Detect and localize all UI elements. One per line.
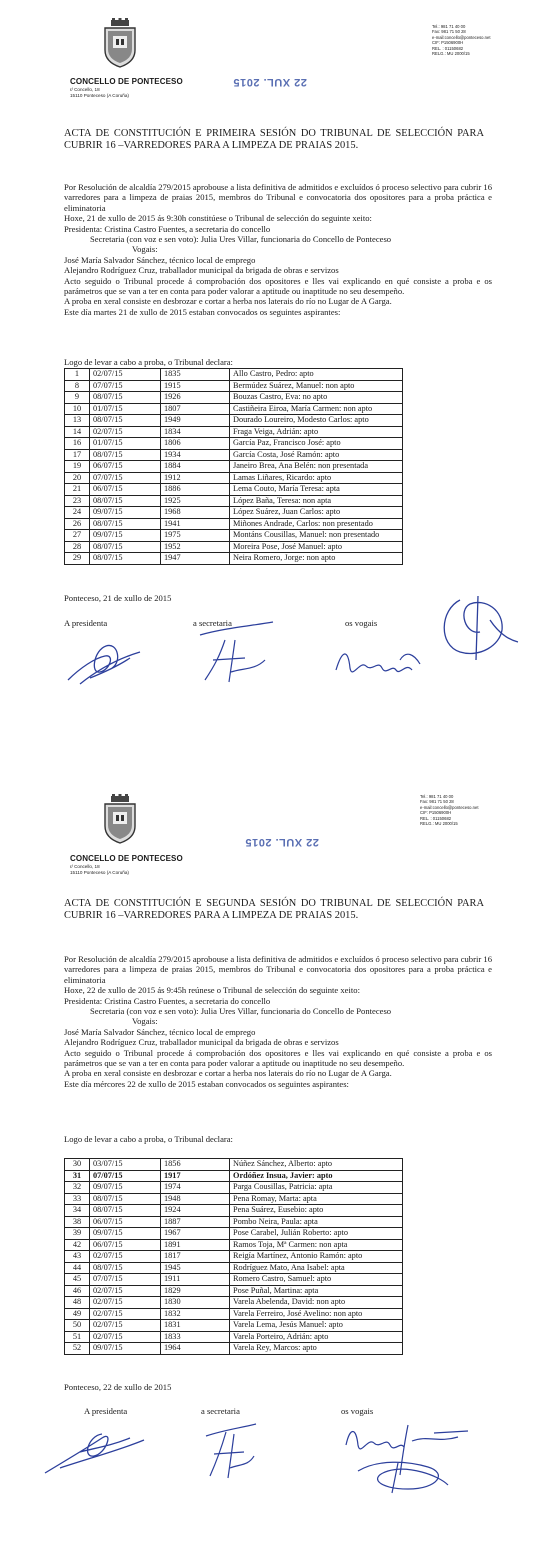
row-code: 1884 xyxy=(161,461,230,473)
row-number: 31 xyxy=(65,1170,90,1182)
row-code: 1830 xyxy=(161,1297,230,1309)
row-number: 23 xyxy=(65,495,90,507)
row-date: 02/07/15 xyxy=(90,1331,161,1343)
row-result: Lamas Liñares, Ricardo: apto xyxy=(230,472,403,484)
row-date: 08/07/15 xyxy=(90,392,161,404)
organization-name: CONCELLO DE PONTECESO xyxy=(70,854,183,863)
row-result: Pose Carabel, Julián Roberto: apto xyxy=(230,1228,403,1240)
row-code: 1915 xyxy=(161,380,230,392)
row-result: López Suárez, Juan Carlos: apto xyxy=(230,507,403,519)
row-date: 09/07/15 xyxy=(90,530,161,542)
row-result: Varela Porteiro, Adrián: apto xyxy=(230,1331,403,1343)
row-code: 1912 xyxy=(161,472,230,484)
row-date: 08/07/15 xyxy=(90,518,161,530)
row-code: 1945 xyxy=(161,1262,230,1274)
table-row xyxy=(65,392,403,404)
row-result: Moreira Pose, José Manuel: apto xyxy=(230,541,403,553)
row-date: 07/07/15 xyxy=(90,472,161,484)
row-date: 07/07/15 xyxy=(90,1274,161,1286)
sig-label-secretary: a secretaria xyxy=(201,1406,240,1416)
row-number: 26 xyxy=(65,518,90,530)
row-code: 1887 xyxy=(161,1216,230,1228)
table-row xyxy=(65,1193,403,1205)
row-date: 02/07/15 xyxy=(90,1320,161,1332)
document-body: Por Resolución de alcaldía 279/2015 aprobouse a lista definitiva de admitidos e excluídos ó proceso selectivo para cubrir 16 varredores para a limpeza de praias 2015, membros do Tribunal e convocatoria dos opositores para a proba práctica e eliminatoria Hoxe, 21 de xullo de 2015 ás 9:30h constitúese o Tribunal de selección do seguinte xeito: Presidenta: Cristina Castro Fuentes, a secretaria do concello Secretaria (con voz e sen voto): Julia Ures Villar, funcionaria do Concello de Ponteceso Vogais: José María Salvador Sánchez, técnico local de emprego Alejandro Rodríguez Cruz, traballador municipal da brigada de obras e servizos Acto seguido o Tribunal procede á comprobación dos opositores e lles vai explicando en qué consiste a proba e os parámetros que se van a ter en conta para poder valorar a aptitude ou inaptitude no seu desempeño. A proba en xeral consiste en desbrozar e cortar a herba nos laterais do río no Lugar de A Garga. Este día martes 21 de xullo de 2015 estaban convocados os seguintes aspirantes: xyxy=(64,182,492,317)
row-date: 02/07/15 xyxy=(90,1308,161,1320)
row-number: 13 xyxy=(65,415,90,427)
row-result: Neira Romero, Jorge: non apto xyxy=(230,553,403,565)
row-number: 43 xyxy=(65,1251,90,1263)
row-date: 07/07/15 xyxy=(90,380,161,392)
row-code: 1975 xyxy=(161,530,230,542)
row-number: 8 xyxy=(65,380,90,392)
document-page-2 xyxy=(0,770,546,1552)
registry-stamp: 22 XUL. 2015 xyxy=(233,76,307,88)
row-result: Varela Ferreiro, José Avelino: non apto xyxy=(230,1308,403,1320)
row-code: 1947 xyxy=(161,553,230,565)
row-date: 01/07/15 xyxy=(90,438,161,450)
row-code: 1964 xyxy=(161,1343,230,1355)
contact-info: Tel.: 981 71 40 00 Fax: 981 71 50 28 e-mail:concello@ponteceso.net CIF: P1506900H REL. : 01150682 RELG.: MU 2000/15 xyxy=(420,794,479,827)
row-result: Lema Couto, María Teresa: apta xyxy=(230,484,403,496)
table-row xyxy=(65,1205,403,1217)
table-row xyxy=(65,461,403,473)
row-number: 10 xyxy=(65,403,90,415)
sig-label-vocals: os vogais xyxy=(345,618,378,628)
table-row xyxy=(65,1331,403,1343)
row-result: Fraga Veiga, Adrián: apto xyxy=(230,426,403,438)
row-code: 1926 xyxy=(161,392,230,404)
row-result: Bermúdez Suárez, Manuel: non apto xyxy=(230,380,403,392)
row-number: 48 xyxy=(65,1297,90,1309)
row-date: 07/07/15 xyxy=(90,1170,161,1182)
row-result: Varela Rey, Marcos: apto xyxy=(230,1343,403,1355)
row-number: 49 xyxy=(65,1308,90,1320)
row-number: 33 xyxy=(65,1193,90,1205)
table-row xyxy=(65,438,403,450)
row-result: Reigía Martínez, Antonio Ramón: apto xyxy=(230,1251,403,1263)
row-code: 1924 xyxy=(161,1205,230,1217)
row-result: Allo Castro, Pedro: apto xyxy=(230,369,403,381)
table-row xyxy=(65,530,403,542)
table-row xyxy=(65,1182,403,1194)
row-date: 08/07/15 xyxy=(90,541,161,553)
table-row xyxy=(65,380,403,392)
row-date: 08/07/15 xyxy=(90,1205,161,1217)
table-row xyxy=(65,426,403,438)
row-number: 16 xyxy=(65,438,90,450)
row-date: 02/07/15 xyxy=(90,1251,161,1263)
row-number: 21 xyxy=(65,484,90,496)
sig-label-secretary: a secretaria xyxy=(193,618,232,628)
row-number: 24 xyxy=(65,507,90,519)
row-number: 50 xyxy=(65,1320,90,1332)
row-code: 1949 xyxy=(161,415,230,427)
organization-address: r/ Concello, 18 15110 Ponteceso (A Coruña) xyxy=(70,864,129,875)
signature-president xyxy=(60,628,145,688)
table-row xyxy=(65,1216,403,1228)
row-result: García Costa, José Ramón: apto xyxy=(230,449,403,461)
contact-info: Tel.: 981 71 40 00 Fax: 981 71 50 28 e-mail:concello@ponteceso.net CIF: P1506900H REL. : 01150682 RELG.: MU 2000/15 xyxy=(432,24,491,57)
registry-stamp: 22 XUL. 2015 xyxy=(245,836,319,848)
row-date: 09/07/15 xyxy=(90,507,161,519)
row-date: 01/07/15 xyxy=(90,403,161,415)
document-title: ACTA DE CONSTITUCIÓN E PRIMEIRA SESIÓN DO TRIBUNAL DE SELECCIÓN PARA CUBRIR 16 –VARREDORES PARA A LIMPEZA DE PRAIAS 2015. xyxy=(64,128,484,152)
signature-vocal-1 xyxy=(330,630,430,690)
signature-vocals xyxy=(338,1415,488,1495)
row-result: López Baña, Teresa: non apta xyxy=(230,495,403,507)
row-date: 08/07/15 xyxy=(90,449,161,461)
row-code: 1833 xyxy=(161,1331,230,1343)
row-result: Pombo Neira, Paula: apta xyxy=(230,1216,403,1228)
row-date: 03/07/15 xyxy=(90,1159,161,1171)
municipal-crest-icon xyxy=(102,18,138,68)
declaration-intro: Logo de levar a cabo a proba, o Tribunal declara: xyxy=(64,357,233,367)
table-row xyxy=(65,1274,403,1286)
row-code: 1925 xyxy=(161,495,230,507)
row-result: Pena Suárez, Eusebio: apto xyxy=(230,1205,403,1217)
row-code: 1806 xyxy=(161,438,230,450)
row-code: 1911 xyxy=(161,1274,230,1286)
row-result: Pena Romay, Marta: apta xyxy=(230,1193,403,1205)
organization-name: CONCELLO DE PONTECESO xyxy=(70,77,183,86)
table-row xyxy=(65,1308,403,1320)
row-number: 27 xyxy=(65,530,90,542)
row-code: 1886 xyxy=(161,484,230,496)
results-table xyxy=(64,368,403,565)
row-number: 1 xyxy=(65,369,90,381)
row-number: 52 xyxy=(65,1343,90,1355)
table-row xyxy=(65,1228,403,1240)
row-date: 09/07/15 xyxy=(90,1228,161,1240)
page-separator xyxy=(0,757,546,770)
row-number: 9 xyxy=(65,392,90,404)
row-code: 1952 xyxy=(161,541,230,553)
signature-secretary xyxy=(200,1418,260,1483)
row-code: 1832 xyxy=(161,1308,230,1320)
table-row xyxy=(65,484,403,496)
row-result: Bouzas Castro, Eva: no apto xyxy=(230,392,403,404)
table-row xyxy=(65,1285,403,1297)
row-code: 1968 xyxy=(161,507,230,519)
row-date: 02/07/15 xyxy=(90,1285,161,1297)
row-code: 1934 xyxy=(161,449,230,461)
row-result: Núñez Sánchez, Alberto: apto xyxy=(230,1159,403,1171)
row-date: 09/07/15 xyxy=(90,1343,161,1355)
place-date: Ponteceso, 22 de xullo de 2015 xyxy=(64,1382,172,1392)
table-row xyxy=(65,541,403,553)
signature-vocal-2 xyxy=(430,590,520,670)
table-row xyxy=(65,1297,403,1309)
row-code: 1891 xyxy=(161,1239,230,1251)
row-code: 1917 xyxy=(161,1170,230,1182)
row-result: Castiñeira Eiroa, María Carmen: non apto xyxy=(230,403,403,415)
row-date: 08/07/15 xyxy=(90,1262,161,1274)
results-table xyxy=(64,1158,403,1355)
row-code: 1856 xyxy=(161,1159,230,1171)
row-code: 1967 xyxy=(161,1228,230,1240)
row-result: Janeiro Brea, Ana Belén: non presentada xyxy=(230,461,403,473)
row-number: 44 xyxy=(65,1262,90,1274)
row-code: 1807 xyxy=(161,403,230,415)
row-number: 46 xyxy=(65,1285,90,1297)
row-code: 1829 xyxy=(161,1285,230,1297)
place-date: Ponteceso, 21 de xullo de 2015 xyxy=(64,593,172,603)
sig-label-vocals: os vogais xyxy=(341,1406,374,1416)
signature-president xyxy=(40,1418,150,1478)
table-row xyxy=(65,415,403,427)
municipal-crest-icon xyxy=(102,794,138,844)
row-result: García Paz, Francisco José: apto xyxy=(230,438,403,450)
row-number: 39 xyxy=(65,1228,90,1240)
row-code: 1974 xyxy=(161,1182,230,1194)
row-date: 08/07/15 xyxy=(90,1193,161,1205)
row-result: Ramos Toja, Mª Carmen: non apta xyxy=(230,1239,403,1251)
document-body: Por Resolución de alcaldía 279/2015 aprobouse a lista definitiva de admitidos e excluídos ó proceso selectivo para cubrir 16 varredores para a limpeza de praias 2015, membros do Tribunal e convocatoria dos opositores para a proba práctica e eliminatoria Hoxe, 22 de xullo de 2015 ás 9:45h reúnese o Tribunal de selección do seguinte xeito: Presidenta: Cristina Castro Fuentes, a secretaria do concello Secretaria (con voz e sen voto): Julia Ures Villar, funcionaria do Concello de Ponteceso Vogais: José María Salvador Sánchez, técnico local de emprego Alejandro Rodríguez Cruz, traballador municipal da brigada de obras e servizos Acto seguido o Tribunal procede á comprobación dos opositores e lles vai explicando en qué consiste a proba e os parámetros que se van a ter en conta para poder valorar a aptitude ou inaptitude no seu desempeño. A proba en xeral consiste en desbrozar e cortar a herba nos laterais do río no Lugar de A Garga. Este día mércores 22 de xullo de 2015 estaban convocados os seguintes aspirantes: xyxy=(64,954,492,1089)
organization-address: r/ Concello, 18 15110 Ponteceso (A Coruña) xyxy=(70,87,129,98)
row-code: 1835 xyxy=(161,369,230,381)
document-title: ACTA DE CONSTITUCIÓN E SEGUNDA SESIÓN DO TRIBUNAL DE SELECCIÓN PARA CUBRIR 16 –VARREDORES PARA A LIMPEZA DE PRAIAS 2015. xyxy=(64,898,484,922)
row-date: 08/07/15 xyxy=(90,495,161,507)
row-date: 02/07/15 xyxy=(90,1297,161,1309)
signature-secretary xyxy=(195,620,275,690)
row-result: Varela Abelenda, David: non apto xyxy=(230,1297,403,1309)
row-date: 06/07/15 xyxy=(90,1239,161,1251)
row-number: 34 xyxy=(65,1205,90,1217)
row-number: 30 xyxy=(65,1159,90,1171)
row-code: 1948 xyxy=(161,1193,230,1205)
table-row xyxy=(65,1170,403,1182)
row-result: Parga Cousillas, Patricia: apta xyxy=(230,1182,403,1194)
table-row xyxy=(65,472,403,484)
table-row xyxy=(65,1251,403,1263)
row-number: 51 xyxy=(65,1331,90,1343)
row-date: 08/07/15 xyxy=(90,415,161,427)
table-row xyxy=(65,1343,403,1355)
row-date: 06/07/15 xyxy=(90,461,161,473)
declaration-intro: Logo de levar a cabo a proba, o Tribunal declara: xyxy=(64,1134,233,1144)
sig-label-president: A presidenta xyxy=(64,618,108,628)
table-row xyxy=(65,518,403,530)
row-number: 45 xyxy=(65,1274,90,1286)
row-number: 32 xyxy=(65,1182,90,1194)
table-row xyxy=(65,403,403,415)
table-row xyxy=(65,1159,403,1171)
row-number: 29 xyxy=(65,553,90,565)
row-date: 02/07/15 xyxy=(90,369,161,381)
row-date: 02/07/15 xyxy=(90,426,161,438)
row-result: Dourado Loureiro, Modesto Carlos: apto xyxy=(230,415,403,427)
row-number: 17 xyxy=(65,449,90,461)
row-date: 09/07/15 xyxy=(90,1182,161,1194)
row-number: 20 xyxy=(65,472,90,484)
table-row xyxy=(65,507,403,519)
row-result: Romero Castro, Samuel: apto xyxy=(230,1274,403,1286)
row-number: 14 xyxy=(65,426,90,438)
row-result: Pose Puñal, Martina: apta xyxy=(230,1285,403,1297)
table-row xyxy=(65,553,403,565)
row-code: 1817 xyxy=(161,1251,230,1263)
table-row xyxy=(65,369,403,381)
row-result: Miñones Andrade, Carlos: non presentado xyxy=(230,518,403,530)
row-number: 42 xyxy=(65,1239,90,1251)
document-page-1 xyxy=(0,0,546,757)
row-date: 06/07/15 xyxy=(90,484,161,496)
sig-label-president: A presidenta xyxy=(84,1406,128,1416)
table-row xyxy=(65,449,403,461)
row-result: Rodríguez Mato, Ana Isabel: apta xyxy=(230,1262,403,1274)
row-number: 28 xyxy=(65,541,90,553)
row-code: 1941 xyxy=(161,518,230,530)
row-number: 19 xyxy=(65,461,90,473)
table-row xyxy=(65,1239,403,1251)
row-result: Varela Lema, Jesús Manuel: apto xyxy=(230,1320,403,1332)
table-row xyxy=(65,1320,403,1332)
row-result: Ordóñez Insua, Javier: apto xyxy=(230,1170,403,1182)
row-number: 38 xyxy=(65,1216,90,1228)
row-code: 1831 xyxy=(161,1320,230,1332)
row-result: Montáns Cousillas, Manuel: non presentado xyxy=(230,530,403,542)
row-code: 1834 xyxy=(161,426,230,438)
table-row xyxy=(65,495,403,507)
table-row xyxy=(65,1262,403,1274)
row-date: 08/07/15 xyxy=(90,553,161,565)
row-date: 06/07/15 xyxy=(90,1216,161,1228)
